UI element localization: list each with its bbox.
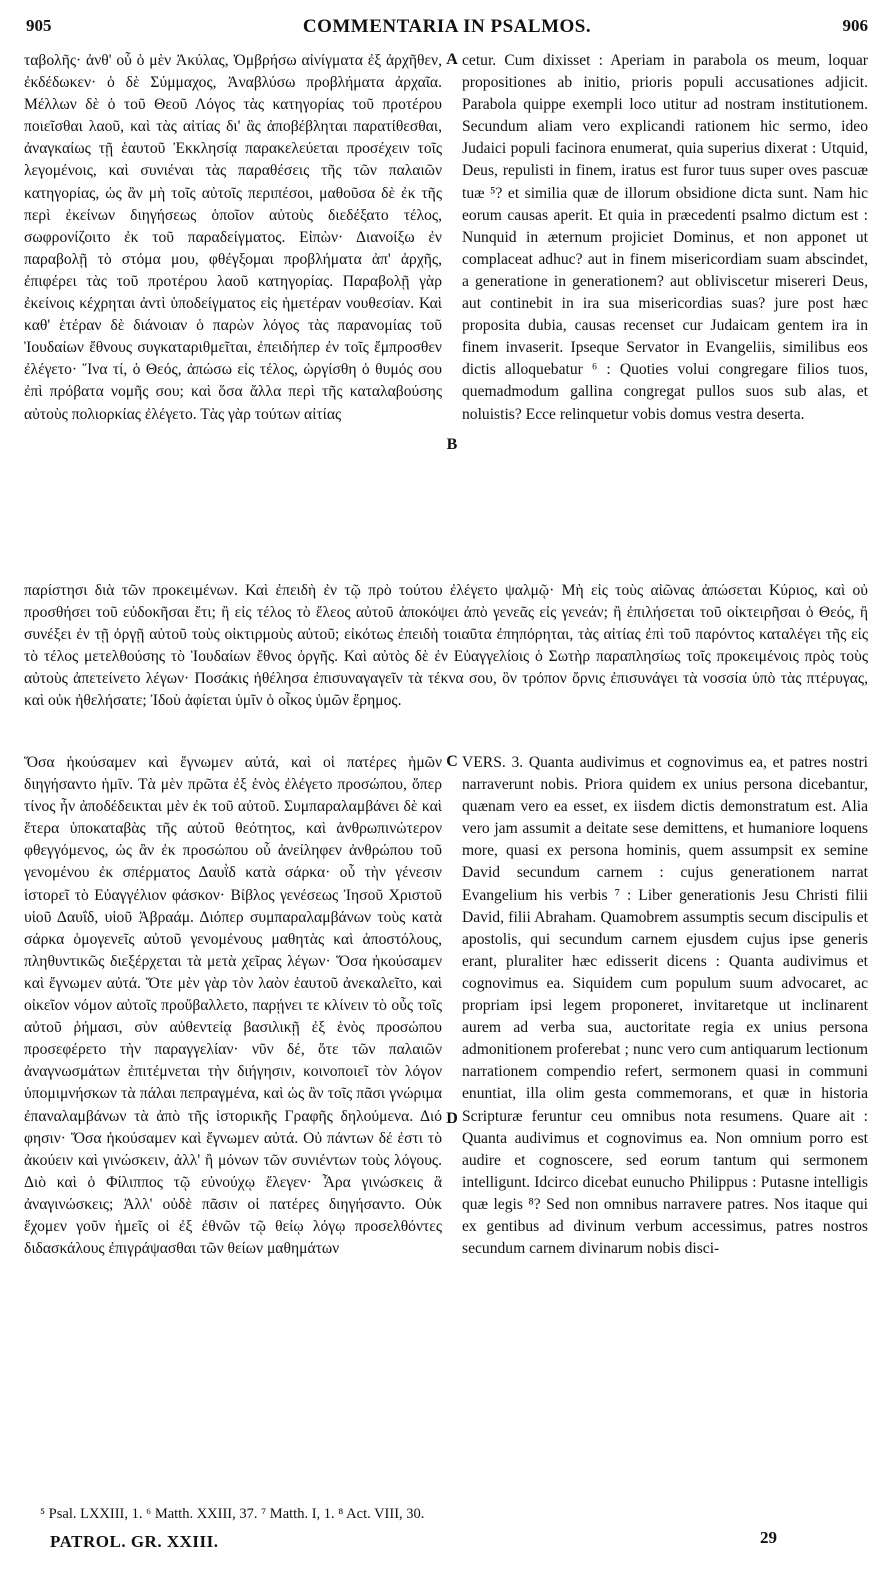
right-page-number: 906: [842, 16, 868, 35]
greek-column-bottom: [24, 752, 442, 1260]
footnotes: ⁵ Psal. LXXIII, 1. ⁶ Matth. XXIII, 37. ⁷ Matth. I, 1. ⁸ Act. VIII, 30.: [40, 1506, 425, 1522]
greek-paragraph-top: ταβολῆς· ἀνθ' οὗ ὁ μὲν Ἀκύλας, Ὀμβρήσω αἰνίγματα ἐξ ἀρχῆθεν, ἐκδέδωκεν· ὁ δὲ Σύμμαχος, Ἀναβλύσω προβλήματα ἀρχαῖα. Μέλλων δὲ ὁ τοῦ Θεοῦ Λόγος τὰς κατηγορίας τοῦ προτέρου ποιεῖσθαι λαοῦ, καὶ τὰς αἰτίας δι' ἃς ἀποβέβληται παρατίθεσθαι, ἀναγκαίως τῇ ἑαυτοῦ Ἐκκλησίᾳ παρακελεύεται προσέχειν τοῖς λεγομένοις, καὶ συνιέναι τὰς παραθέσεις τῆς τῶν παλαιῶν κατηγορίας, ὡς ἂν μὴ τοῖς αὐτοῖς περιπέσοι, μαθοῦσα δὲ ἐκ τῆς περὶ ἐκείνων διηγήσεως ὁποῖον αὐτοὺς διεδέξατο τέλος, σωφρονίζοιτο ἐκ τοῦ παραδείγματος. Εἰπὼν· Διανοίξω ἐν παραβολῇ τὸ στόμα μου, φθέγξομαι προβλήματα ἀπ' ἀρχῆς, ἐπιφέρει τὰς τοῦ προτέρου λαοῦ κατηγορίας. Παραβολῇ γὰρ ἐκείνοις κέχρηται ἀντὶ ὑποδείγματος εἰς ἡμετέραν νουθεσίαν. Καὶ καθ' ἑτέραν δὲ διάνοιαν ὁ παρὼν λόγος τὰς παρανομίας τοῦ Ἰουδαίων ἔθνους συγκαταριθμεῖται, ἐπειδήπερ ἐν τοῖς ἔμπροσθεν ἐλέγετο· Ἵνα τί, ὁ Θεός, ἀπώσω εἰς τέλος, ὠργίσθη ὁ θυμός σου ἐπὶ πρόβατα νομῆς σου; καὶ ὅσα ἄλλα περὶ τῆς καταλαβούσης αὐτοὺς πολιορκίας ἐλέγετο. Τὰς γὰρ τούτων αἰτίας: [24, 52, 442, 423]
greek-paragraph-bottom: Ὅσα ἠκούσαμεν καὶ ἔγνωμεν αὐτά, καὶ οἱ πατέρες ἡμῶν διηγήσαντο ἡμῖν. Τὰ μὲν πρῶτα ἐξ ἑνὸς ἐλέγετο προσώπου, ὅπερ τίνος ἦν ἀποδέδεικται μὲν ἐκ τοῦ αὐτοῦ. Συμπαραλαμβάνει δὲ καὶ ἕτερα ὑποκαταβὰς τῆς αὐτοῦ θεότητος, καὶ ἀνθρωπινώτερον φθεγγόμενος, ὡς ἂν ἐκ προσώπου οὗ ἀνείληφεν ἀνθρώπου τοῦ γενομένου ἐκ σπέρματος Δαυῒδ κατὰ σάρκα· οὗ τὴν γένεσιν ἱστορεῖ τὸ Εὐαγγέλιον φάσκον· Βίβλος γενέσεως Ἰησοῦ Χριστοῦ υἱοῦ Δαυΐδ, υἱοῦ Ἀβραάμ. Διόπερ συμπαραλαμβάνων τοὺς κατὰ σάρκα ὁμογενεῖς αὐτοῦ γενομένους μαθητὰς καὶ ἀποστόλους, πληθυντικῶς διεξέρχεται τὰ μετὰ χεῖρας λέγων· Ὅσα ἠκούσαμεν καὶ ἔγνωμεν αὐτά. Ὅτε μὲν γὰρ τὸν λαὸν ἑαυτοῦ ἀνεκαλεῖτο, καὶ οἰκεῖον νόμον αὐτοῖς προὔβαλλετο, παρῄνει τε κλίνειν τὸ οὖς τοῖς αὐτοῦ ῥήμασι, σὺν αὐθεντείᾳ βασιλικῇ ἐξ ἑνὸς προσώπου προσεφέρετο τὴν παραγγελίαν· νῦν δέ, ὅτε τῶν παλαιῶν ἀναγνωσμάτων ἐπιτέμνεται τὴν διήγησιν, κοινοποιεῖ τὸν λόγον ὑπομιμνήσκων τὰ πάλαι πεπραγμένα, καὶ ὡς ἂν τοῖς πᾶσι γνώριμα ἐπαναλαμβάνων τὰ ἀπὸ τῆς ἱστορικῆς Γραφῆς δηλούμενα. Διό φησιν· Ὅσα ἠκούσαμεν καὶ ἔγνωμεν αὐτά. Οὐ πάντων δέ ἐστι τὸ ἀκούειν καὶ γινώσκειν, ἀλλ' ἢ μόνων τῶν συνιέντων τοὺς λόγους. Διὸ καὶ ὁ Φίλιππος τῷ εὐνούχῳ ἔλεγεν· Ἆρα γινώσκεις ἃ ἀναγινώσκεις; Ἀλλ' οὐδὲ πᾶσιν οἱ πατέρες διηγήσαντο. Οὐκ ἔχομεν γοῦν ἡμεῖς οἱ ἐξ ἐθνῶν τῷ θείῳ λόγῳ προσελθόντες διδασκάλους ἐπιγράψασθαι τῶν θείων μαθημάτων: [24, 754, 442, 1258]
left-page-number: 905: [26, 16, 52, 35]
series-signature: PATROL. GR. XXIII.: [50, 1532, 219, 1551]
greek-column-top: [24, 50, 442, 426]
greek-full-width-passage: [24, 580, 868, 713]
section-marker-a: A: [446, 51, 458, 68]
running-title: COMMENTARIA IN PSALMOS.: [302, 16, 592, 37]
latin-column-bottom: [462, 752, 868, 1260]
section-marker-c: C: [446, 753, 458, 770]
signature-number: 29: [760, 1528, 777, 1547]
latin-column-top: [462, 50, 868, 426]
section-marker-d: D: [446, 1110, 458, 1127]
greek-full-paragraph: παρίστησι διὰ τῶν προκειμένων. Καὶ ἐπειδὴ ἐν τῷ πρὸ τούτου ἐλέγετο ψαλμῷ· Μὴ εἰς τοὺς αἰῶνας ἀπώσεται Κύριος, καὶ οὐ προσθήσει τοῦ εὐδοκῆσαι ἔτι; ἢ εἰς τέλος τὸ ἔλεος αὐτοῦ ἀποκόψει ἀπὸ γενεᾶς εἰς γενεάν; ἢ ἐπιλήσεται τοῦ οἰκτειρῆσαι ὁ Θεός, ἢ συνέξει ἐν τῇ ὀργῇ αὐτοῦ τοὺς οἰκτιρμοὺς αὐτοῦ; εἰκότως ἐπειδὴ τοιαῦτα ἐπηπόρηται, τὰς αἰτίας ἐπὶ τοῦ παρόντος καταλέγει τῆς εἰς τὸ τέλος μετελθούσης τὸ Ἰουδαίων ἔθνος ὀργῆς. Καὶ αὐτὸς δὲ ἐν Εὐαγγελίοις ὁ Σωτὴρ παραπλησίως τοῖς προκειμένοις πρὸς τοὺς αὐτοὺς ἀπετείνετο λέγων· Ποσάκις ἠθέλησα ἐπισυναγαγεῖν τὰ τέκνα σου, ὃν τρόπον ὄρνις ἐπισυνάγει τὰ νοσσία ὑπὸ τὰς πτέρυγας, καὶ οὐκ ἠθελήσατε; Ἰδοὺ ἀφίεται ὑμῖν ὁ οἶκος ὑμῶν ἔρημος.: [24, 582, 868, 710]
page-header: [26, 16, 868, 44]
latin-paragraph-bottom: VERS. 3. Quanta audivimus et cognovimus ea, et patres nostri narraverunt nobis. Priora quidem ex unius persona dicebantur, quænam vero ea esset, ex iisdem dictis demonstratum est. Alia vero jam assumit a deitate sese demittens, et humaniore loquens more, quasi ex persona hominis, quem assumpsit ex semine David secundum carnem : cujus generationem narrat Evangelium his verbis ⁷ : Liber generationis Jesu Christi filii David, filii Abraham. Quamobrem assumptis secum discipulis et apostolis, qui secundum carnem ejusdem cujus ipse generis erant, pluraliter hæc edisserit dicens : Quanta audivimus et cognovimus ea. Siquidem cum populum suum advocaret, ac propriam ipsi legem proponeret, invitaretque ut inclinarent aurem ad verba sua, auctoritate regia ex unius persona admonitionem proferebat ; nunc vero cum antiquarum lectionum narrationem compendio refert, sermonem quasi in communi enuntiat, illa olim gesta commemorans, et quæ in historia Scripturæ feruntur ceu omnibus nota resumens. Quare ait : Quanta audivimus et cognovimus ea. Non omnium porro est audire et cognoscere, sed eorum tantum qui sermonem intelligunt. Idcirco dicebat eunucho Philippus : Putasne intelligis quæ legis ⁸? Sed non omnibus narravere patres. Nos itaque qui ex gentibus ad divinum verbum accessimus, patres nostros secundum carnem divinarum nobis disci-: [462, 754, 868, 1258]
section-marker-b: B: [446, 436, 458, 453]
latin-paragraph-top: cetur. Cum dixisset : Aperiam in parabola os meum, loquar propositiones ab initio, prioris populi accusationes adjicit. Parabola quippe exempli loco utitur ad nostram institutionem. Secundum aliam vero explicandi rationem hic sermo, ideo Judaici populi facinora enumerat, quia superius dixerat : Utquid, Deus, repulisti in finem, iratus est furor tuus super oves pascuæ tuæ ⁵? et similia quæ de illorum obsidione dicta sunt. Nam hic eorum causas aperit. Et quia in præcedenti psalmo dictum est : Nunquid in æternum projiciet Dominus, et non apponet ut complaceat adhuc? aut in finem misericordiam suam abscindet, a generatione in generationem? aut obliviscetur misereri Deus, aut continebit in ira sua misericordias suas? jure post hæc proposita dubia, causas recenset cur Judaicam gentem ira in finem invaserit. Ipseque Servator in Evangeliis, similibus eos dictis alloquebatur ⁶ : Quoties volui congregare filios tuos, quemadmodum gallina congregat pullos suos sub alas, et noluistis? Ecce relinquetur vobis domus vestra deserta.: [462, 52, 868, 423]
